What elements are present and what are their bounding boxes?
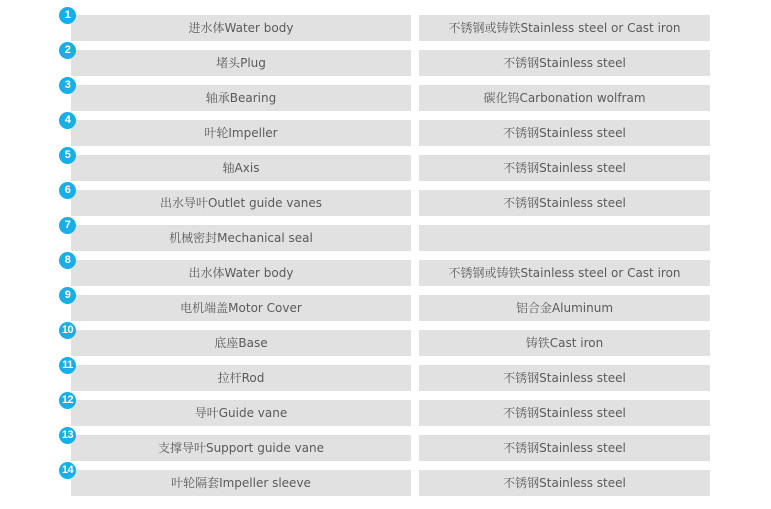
part-name-cell: 拉杆Rod	[71, 365, 411, 391]
row-number-badge: 4	[59, 112, 76, 129]
row-number-badge: 10	[59, 322, 76, 339]
material-cell: 不锈钢Stainless steel	[419, 190, 710, 216]
table-row	[0, 182, 771, 217]
part-name-cell: 底座Base	[71, 330, 411, 356]
row-number-badge: 9	[59, 287, 76, 304]
material-cell: 不锈钢Stainless steel	[419, 155, 710, 181]
material-cell: 不锈钢Stainless steel	[419, 400, 710, 426]
row-number-badge: 1	[59, 7, 76, 24]
material-cell: 不锈钢Stainless steel	[419, 365, 710, 391]
material-cell: 铝合金Aluminum	[419, 295, 710, 321]
table-row	[0, 357, 771, 392]
table-row	[0, 252, 771, 287]
table-row	[0, 217, 771, 252]
table-row	[0, 287, 771, 322]
row-number-badge: 13	[59, 427, 76, 444]
row-number-badge: 12	[59, 392, 76, 409]
part-name-cell: 轴Axis	[71, 155, 411, 181]
material-cell: 不锈钢Stainless steel	[419, 435, 710, 461]
part-name-cell: 支撑导叶Support guide vane	[71, 435, 411, 461]
part-name-cell: 叶轮Impeller	[71, 120, 411, 146]
part-name-cell: 导叶Guide vane	[71, 400, 411, 426]
material-cell	[419, 225, 710, 251]
row-number-badge: 14	[59, 462, 76, 479]
material-cell: 不锈钢Stainless steel	[419, 120, 710, 146]
table-row	[0, 462, 771, 497]
part-name-cell: 机械密封Mechanical seal	[71, 225, 411, 251]
row-number-badge: 8	[59, 252, 76, 269]
material-cell: 碳化钨Carbonation wolfram	[419, 85, 710, 111]
row-number-badge: 11	[59, 357, 76, 374]
material-cell: 不锈钢或铸铁Stainless steel or Cast iron	[419, 260, 710, 286]
table-row	[0, 392, 771, 427]
table-row	[0, 42, 771, 77]
row-number-badge: 5	[59, 147, 76, 164]
part-name-cell: 出水体Water body	[71, 260, 411, 286]
table-row	[0, 77, 771, 112]
row-number-badge: 7	[59, 217, 76, 234]
material-cell: 不锈钢或铸铁Stainless steel or Cast iron	[419, 15, 710, 41]
part-name-cell: 堵头Plug	[71, 50, 411, 76]
row-number-badge: 3	[59, 77, 76, 94]
table-row	[0, 147, 771, 182]
part-name-cell: 叶轮隔套Impeller sleeve	[71, 470, 411, 496]
table-row	[0, 427, 771, 462]
material-cell: 铸铁Cast iron	[419, 330, 710, 356]
table-row	[0, 322, 771, 357]
part-name-cell: 出水导叶Outlet guide vanes	[71, 190, 411, 216]
table-row	[0, 112, 771, 147]
material-cell: 不锈钢Stainless steel	[419, 50, 710, 76]
table-row	[0, 7, 771, 42]
part-name-cell: 进水体Water body	[71, 15, 411, 41]
row-number-badge: 2	[59, 42, 76, 59]
material-cell: 不锈钢Stainless steel	[419, 470, 710, 496]
part-name-cell: 电机端盖Motor Cover	[71, 295, 411, 321]
row-number-badge: 6	[59, 182, 76, 199]
part-name-cell: 轴承Bearing	[71, 85, 411, 111]
